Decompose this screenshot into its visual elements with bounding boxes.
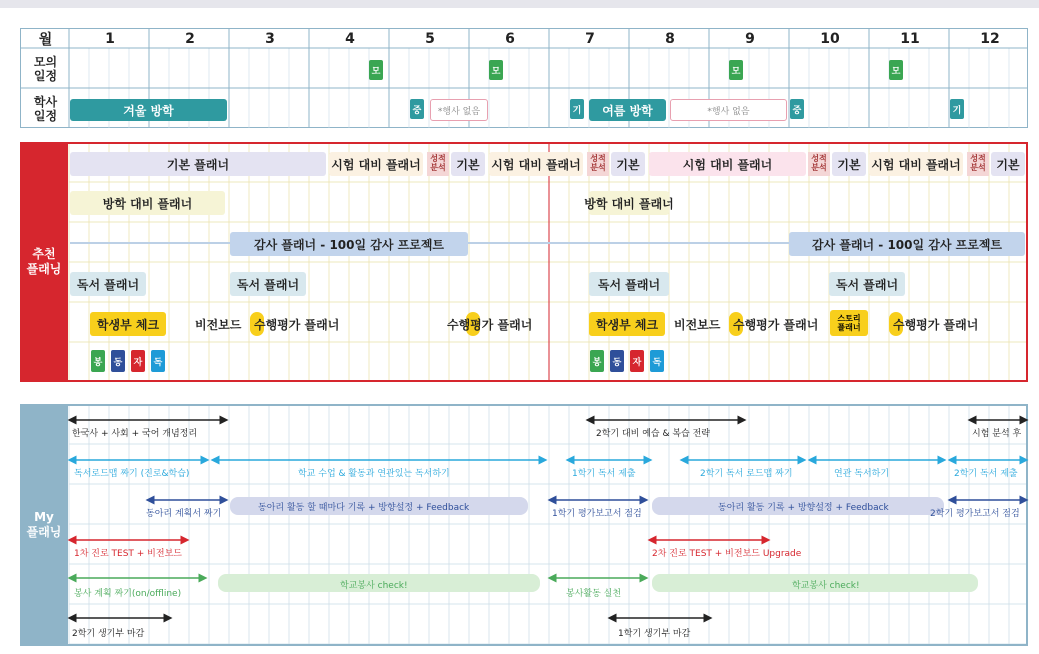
note-r5d: 학교봉사 check!: [792, 581, 860, 591]
recommended-side-label: 추천 플래닝: [20, 142, 68, 382]
month-header-3: 3: [265, 31, 275, 47]
note-r2b: 학교 수업 & 활동과 연관있는 독서하기: [298, 469, 450, 479]
midterm-exam-chip: 중: [410, 99, 424, 119]
note-r5c: 봉사활동 실천: [566, 589, 622, 599]
note-r1a: 한국사 + 사회 + 국어 개념정리: [72, 429, 198, 439]
basic-short-bar: 기본: [832, 152, 866, 176]
month-header-6: 6: [505, 31, 515, 47]
story-planner-chip: 스토리 플래너: [830, 310, 868, 336]
record-check-bar: 학생부 체크: [90, 312, 166, 336]
month-header-2: 2: [185, 31, 195, 47]
month-header-1: 1: [105, 31, 115, 47]
winter-break-bar: 겨울 방학: [70, 99, 227, 121]
no-event-box: *행사 없음: [430, 99, 488, 121]
vision-board-label: 비전보드: [195, 317, 242, 332]
note-r2a: 독서로드맵 짜기 (진로&학습): [74, 469, 190, 479]
basic-short-bar: 기본: [611, 152, 645, 176]
note-r3c: 1학기 평가보고서 점검: [552, 509, 642, 519]
note-r3e: 2학기 평가보고서 점검: [930, 509, 1020, 519]
mock-exam-chip: 모: [889, 60, 903, 80]
performance-planner-label: 수행평가 플래너: [447, 317, 533, 332]
month-header-5: 5: [425, 31, 435, 47]
grade-analysis-chip: 성적 분석: [427, 152, 449, 176]
gratitude-planner-bar: 감사 플래너 - 100일 감사 프로젝트: [230, 232, 468, 256]
month-header-11: 11: [900, 31, 920, 47]
reading-planner-bar: 독서 플래너: [589, 272, 669, 296]
basic-planner-bar: 기본 플래너: [70, 152, 326, 176]
month-header-label: 월: [38, 32, 53, 48]
recommended-section: [20, 142, 1028, 382]
note-r6b: 1학기 생기부 마감: [618, 629, 691, 639]
activity-chip-reading: 독: [650, 350, 664, 372]
reading-planner-bar: 독서 플래너: [230, 272, 306, 296]
vacation-planner-bar: 방학 대비 플래너: [589, 191, 669, 215]
basic-short-bar: 기본: [991, 152, 1025, 176]
note-r4b: 2차 진로 TEST + 비전보드 Upgrade: [652, 549, 802, 559]
mock-exam-chip: 모: [369, 60, 383, 80]
note-r3d: 동아리 활동 기록 + 방향설정 + Feedback: [718, 503, 889, 513]
month-header-4: 4: [345, 31, 355, 47]
exam-planner-bar: 시험 대비 플래너: [329, 152, 423, 176]
note-r2e: 연관 독서하기: [834, 469, 890, 479]
month-header-9: 9: [745, 31, 755, 47]
activity-chip-autonomous: 자: [630, 350, 644, 372]
note-r3a: 동아리 계획서 짜기: [146, 509, 222, 519]
summer-break-bar: 여름 방학: [589, 99, 666, 121]
record-check-bar: 학생부 체크: [589, 312, 665, 336]
note-r2d: 2학기 독서 로드맵 짜기: [700, 469, 793, 479]
mock-exam-chip: 모: [489, 60, 503, 80]
gratitude-planner-bar: 감사 플래너 - 100일 감사 프로젝트: [789, 232, 1025, 256]
my-planning-side-label: My 플래닝: [20, 404, 68, 646]
month-header-10: 10: [820, 31, 840, 47]
vision-board-label: 비전보드: [674, 317, 721, 332]
mock-exam-row-label: 모의 일정: [33, 55, 58, 83]
exam-planner-bar: 시험 대비 플래너: [869, 152, 963, 176]
note-r6a: 2학기 생기부 마감: [72, 629, 145, 639]
note-r2f: 2학기 독서 제출: [954, 469, 1018, 479]
activity-chip-volunteer: 봉: [590, 350, 604, 372]
activity-chip-club: 동: [111, 350, 125, 372]
reading-planner-bar: 독서 플래너: [70, 272, 146, 296]
month-header-8: 8: [665, 31, 675, 47]
my-planning-grid: [20, 404, 1028, 646]
exam-planner-bar: 시험 대비 플래너: [649, 152, 806, 176]
activity-chip-reading: 독: [151, 350, 165, 372]
note-r4a: 1차 진로 TEST + 비전보드: [74, 549, 182, 559]
activity-chip-autonomous: 자: [131, 350, 145, 372]
exam-planner-bar: 시험 대비 플래너: [489, 152, 583, 176]
month-header-12: 12: [980, 31, 1000, 47]
note-r5b: 학교봉사 check!: [340, 581, 408, 591]
vacation-planner-bar: 방학 대비 플래너: [70, 191, 225, 215]
recommended-grid: [20, 142, 1028, 382]
note-r1c: 시험 분석 후: [972, 429, 1022, 439]
midterm-exam-chip: 중: [790, 99, 804, 119]
note-r5a: 봉사 계획 짜기(on/offline): [74, 589, 182, 599]
grade-analysis-chip: 성적 분석: [808, 152, 830, 176]
performance-planner-label: 수행평가 플래너: [254, 317, 340, 332]
basic-short-bar: 기본: [451, 152, 485, 176]
my-planning-section: [20, 404, 1028, 646]
note-r3b: 동아리 활동 할 때마다 기록 + 방향설정 + Feedback: [258, 503, 470, 513]
grade-analysis-chip: 성적 분석: [587, 152, 609, 176]
activity-chip-volunteer: 봉: [91, 350, 105, 372]
performance-planner-label: 수행평가 플래너: [893, 317, 979, 332]
month-header-7: 7: [585, 31, 595, 47]
final-exam-chip: 기: [570, 99, 584, 119]
no-event-box: *행사 없음: [670, 99, 787, 121]
performance-planner-label: 수행평가 플래너: [733, 317, 819, 332]
reading-planner-bar: 독서 플래너: [829, 272, 905, 296]
note-r1b: 2학기 대비 예습 & 복습 전략: [596, 429, 710, 439]
grade-analysis-chip: 성적 분석: [967, 152, 989, 176]
school-schedule-row-label: 학사 일정: [33, 95, 58, 123]
note-r2c: 1학기 독서 제출: [572, 469, 636, 479]
final-exam-chip: 기: [950, 99, 964, 119]
top-strip: [0, 0, 1039, 8]
mock-exam-chip: 모: [729, 60, 743, 80]
activity-chip-club: 동: [610, 350, 624, 372]
